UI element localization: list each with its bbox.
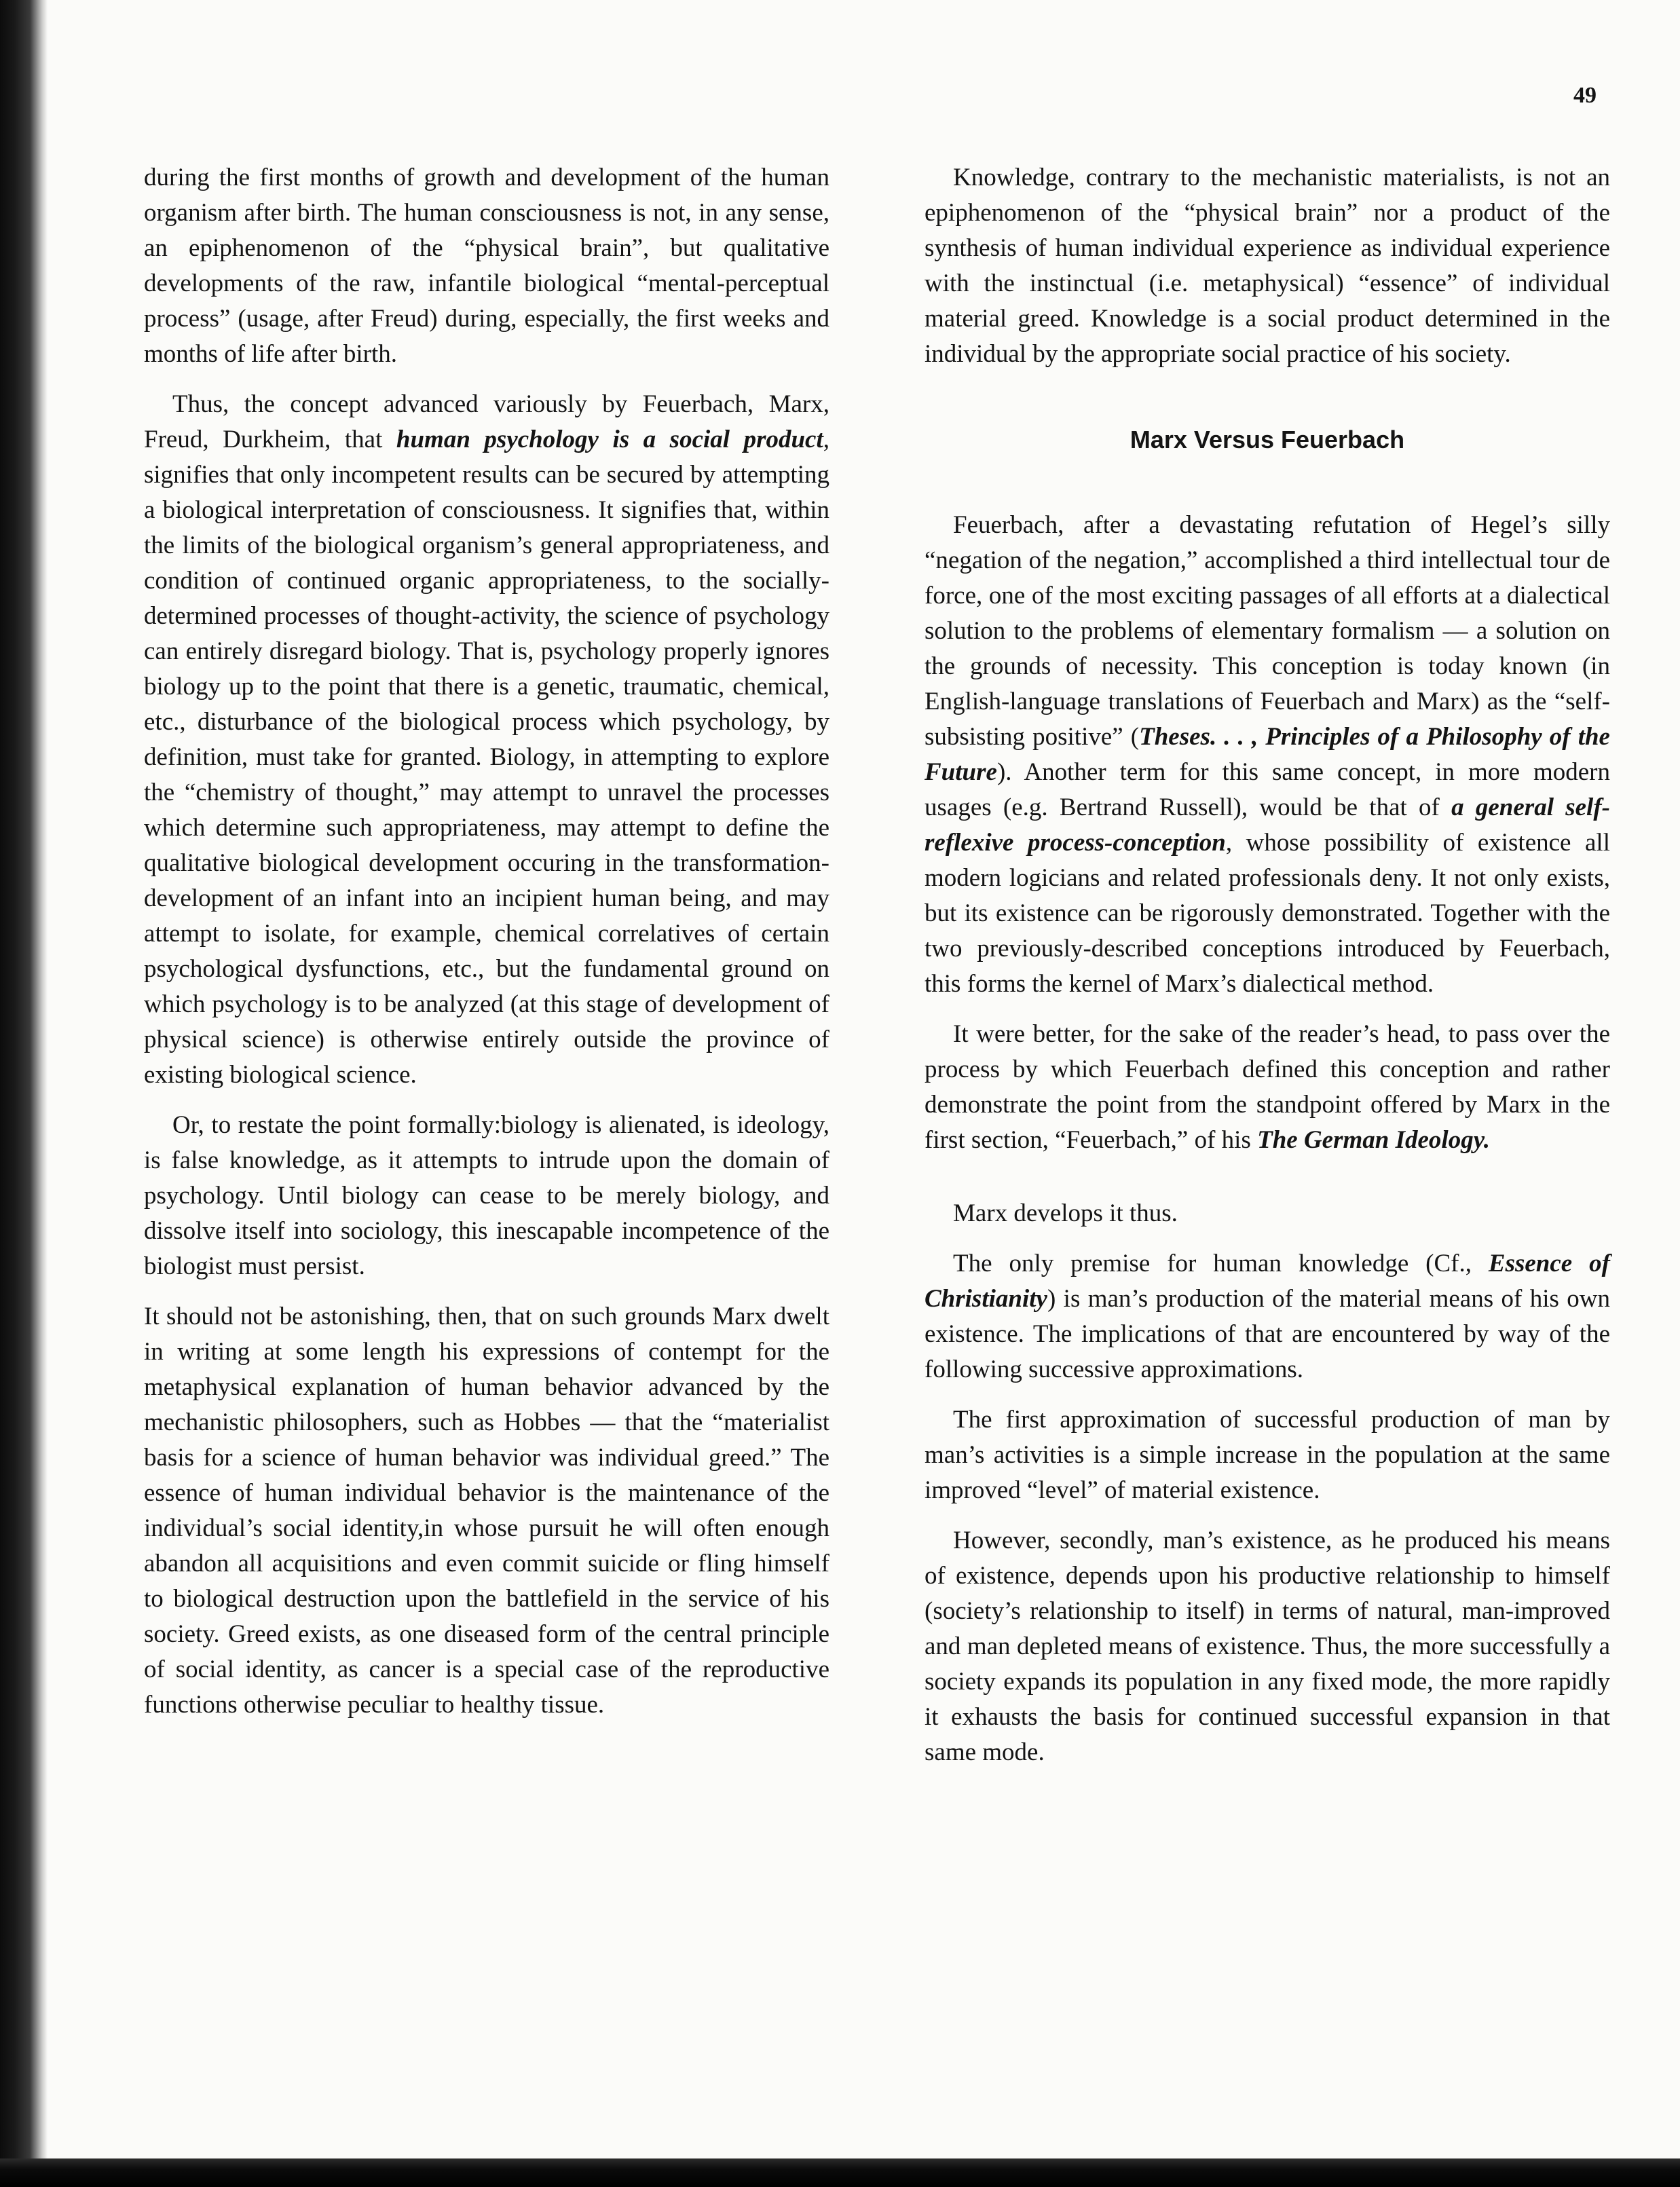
section-heading: Marx Versus Feuerbach xyxy=(1130,426,1405,453)
book-spine-shadow xyxy=(0,0,48,2187)
paragraph: However, secondly, man’s existence, as he produced his means of existence, depends upon his productive relationship to himself (society’s relationship to itself) in terms of natural, man-improved and man depleted means of existence. Thus, the more successfully a society expands its population in any fixed mode, the more rapidly it exhausts the basis for continued successful expansion in that same mode. xyxy=(925,1527,1610,1766)
paragraph: The first approximation of successful production of man by man’s activities is a simple increase in the population at the same improved “level” of material existence. xyxy=(925,1406,1610,1504)
right-column xyxy=(925,160,1610,1785)
paragraph: The only premise for human knowledge (Cf., Essence of Christianity) is man’s production of the material means of his own existence. The implications of that are encountered by way of the following successive approximations. xyxy=(925,1250,1610,1383)
emphasis: Essence of Christianity xyxy=(925,1250,1610,1313)
page-bottom-edge xyxy=(0,2158,1680,2187)
paragraph: It were better, for the sake of the reader’s head, to pass over the process by which Feuerbach defined this conception and rather demonstrate the point from the standpoint offered by Marx in the first section, “Feuerbach,” of his The German Ideology. xyxy=(925,1020,1610,1154)
paragraph: Knowledge, contrary to the mechanistic materialists, is not an epiphenomenon of the “physical brain” nor a product of the synthesis of human individual experience as individual experience with the instinctual (i.e. metaphysical) “essence” of individual material greed. Knowledge is a social product determined in the individual by the appropriate social practice of his society. xyxy=(925,164,1610,368)
paragraph: Feuerbach, after a devastating refutation of Hegel’s silly “negation of the negation,” accomplished a third intellectual tour de force, one of the most exciting passages of all efforts at a dialectical solution to the problems of elementary formalism — a solution on the grounds of necessity. This conception is today known (in English-language translations of Feuerbach and Marx) as the “self-subsisting positive” (Theses. . . , Principles of a Philosophy of the Future). Another term for this same concept, in more modern usages (e.g. Bertrand Russell), would be that of a general self-reflexive process-conception, whose possibility of existence all modern logicians and related professionals deny. It not only exists, but its existence can be rigorously demonstrated. Together with the two previously-described conceptions introduced by Feuerbach, this forms the kernel of Marx’s dialectical method. xyxy=(925,511,1610,998)
emphasis: human psychology is a social product xyxy=(396,426,823,453)
left-column xyxy=(144,160,829,1738)
emphasis: Theses. . . , Principles of a Philosophy of the Future xyxy=(925,723,1610,786)
page-number: 49 xyxy=(1573,83,1597,108)
paragraph: Thus, the concept advanced variously by Feuerbach, Marx, Freud, Durkheim, that human psychology is a social product, signifies that only incompetent results can be secured by attempting a biological interpretation of consciousness. It signifies that, within the limits of the biological organism’s general appropriateness, and condition of continued organic appropriateness, to the socially-determined processes of thought-activity, the science of psychology can entirely disregard biology. That is, psychology properly ignores biology up to the point that there is a genetic, traumatic, chemical, etc., disturbance of the biological process which psychology, by definition, must take for granted. Biology, in attempting to explore the “chemistry of thought,” may attempt to unravel the processes which determine such appropriateness, may attempt to define the qualitative biological development occuring in the transformation-development of an infant into an incipient human being, and may attempt to isolate, for example, chemical correlatives of certain psychological dysfunctions, etc., but the fundamental ground on which psychology is to be analyzed (at this stage of development of physical science) is otherwise entirely outside the province of existing biological science. xyxy=(144,390,830,1089)
paragraph: It should not be astonishing, then, that on such grounds Marx dwelt in writing at some length his expressions of contempt for the metaphysical explanation of human behavior advanced by the mechanistic philosophers, such as Hobbes — that the “materialist basis for a science of human behavior was individual greed.” The essence of human individual behavior is the maintenance of the individual’s social identity,in whose pursuit he will often enough abandon all acquisitions and even commit suicide or fling himself to biological destruction upon the battlefield in the service of his society. Greed exists, as one diseased form of the central principle of social identity, as cancer is a special case of the reproductive functions otherwise peculiar to healthy tissue. xyxy=(144,1303,829,1719)
paragraph: Or, to restate the point formally:biology is alienated, is ideology, is false knowledge, as it attempts to intrude upon the domain of psychology. Until biology can cease to be merely biology, and dissolve itself into sociology, this inescapable incompetence of the biologist must persist. xyxy=(144,1111,829,1280)
emphasis: a general self-reflexive process-conception xyxy=(925,793,1610,857)
paragraph: during the first months of growth and development of the human organism after birth. The human consciousness is not, in any sense, an epiphenomenon of the “physical brain”, but qualitative developments of the raw, infantile biological “mental-perceptual process” (usage, after Freud) during, especially, the first weeks and months of life after birth. xyxy=(144,164,829,368)
paragraph: Marx develops it thus. xyxy=(953,1199,1178,1227)
emphasis: The German Ideology. xyxy=(1257,1126,1490,1154)
